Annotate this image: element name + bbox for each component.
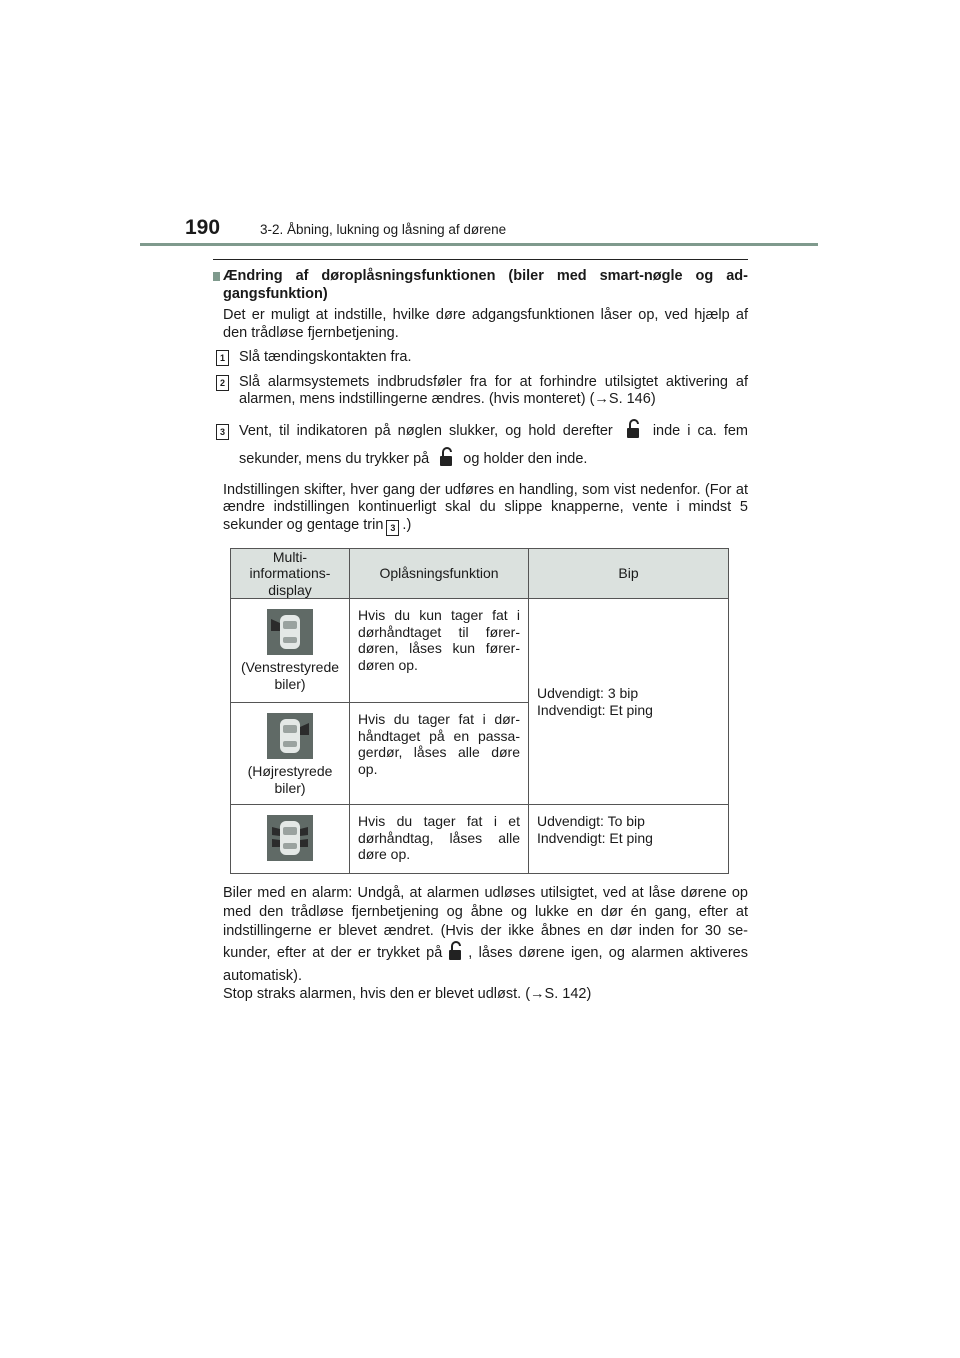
display-cell [231, 805, 350, 874]
car-driver-door-right-icon [267, 713, 313, 759]
page-number: 190 [185, 216, 221, 239]
alarm-note-text-end: , låses dørene igen, og alarmen aktiveres automatisk). [223, 945, 748, 984]
table-row [231, 599, 729, 703]
section-heading [213, 268, 748, 303]
alarm-note-text: Biler med en alarm: Undgå, at alarmen udløses utilsigtet, ved at låse dørene op med den trådløse fjernbetjening og åbne og lukke en dør én gang, efter at indstillingerne er blevet ændret. (Hvis der ikke åbnes en dør inden for 30 se- kunder, efter at der er trykket på [223, 885, 748, 961]
after-steps-text-end: .) [402, 516, 412, 533]
step-1 [213, 349, 748, 367]
table-row [231, 805, 729, 874]
after-steps-text: Indstillingen skifter, hver gang der udføres en handling, som vist nedenfor. (For at ændre indstillingen kontinuerligt skal du slippe knapperne, vente i mindst 5 sekunder og gentage trin [223, 481, 748, 533]
table-header: Oplåsningsfunktion [350, 548, 529, 599]
car-driver-door-left-icon [267, 609, 313, 655]
unlock-button-icon [448, 941, 462, 967]
after-steps-paragraph [213, 482, 748, 536]
function-cell: Hvis du tager fat i et dørhåndtag, låses alle døre op. [350, 805, 529, 874]
unlock-button-icon [626, 419, 640, 447]
step-number: 1 [216, 350, 229, 366]
step-2 [213, 374, 748, 409]
step-text: og holder den inde. [463, 450, 588, 467]
display-cell [231, 703, 350, 805]
beep-cell: Udvendigt: To bip Indvendigt: Et ping [529, 805, 729, 874]
step-text: Vent, til indikatoren på nøglen slukker, og hold derefter [239, 422, 613, 439]
section-heading-text: Ændring af døroplåsningsfunktionen (biler med smart-nøgle og ad- gangsfunktion) [223, 268, 748, 302]
table-header-row [231, 548, 729, 599]
section-rule [213, 259, 748, 260]
display-caption: (Venstrestyrede biler) [240, 659, 340, 692]
display-cell [231, 599, 350, 703]
alarm-stop-note: Stop straks alarmen, hvis den er blevet udløst. (→S. 142) [223, 986, 592, 1002]
display-caption: (Højrestyrede biler) [247, 763, 333, 796]
step-text: Slå tændingskontakten fra. [239, 349, 412, 365]
table-header: Multi-informations- display [231, 548, 350, 599]
alarm-note [213, 884, 748, 986]
step-number: 2 [216, 375, 229, 391]
table-header: Bip [529, 548, 729, 599]
heading-bullet [213, 272, 220, 281]
unlock-button-icon [439, 447, 453, 475]
step-number: 3 [216, 424, 229, 440]
step-3 [213, 419, 748, 475]
step-reference: 3 [386, 520, 399, 536]
function-cell: Hvis du tager fat i dør- håndtaget på en passa- gerdør, låses alle døre op. [350, 703, 529, 805]
beep-cell: Udvendigt: 3 bip Indvendigt: Et ping [529, 599, 729, 805]
header-rule [140, 243, 818, 246]
step-text: inde i ca. fem sekunder, mens du trykker på [239, 422, 749, 467]
content [213, 268, 748, 1004]
settings-table [230, 548, 729, 875]
car-all-doors-icon [267, 815, 313, 861]
chapter-title: 3-2. Åbning, lukning og låsning af dørene [260, 222, 507, 237]
function-cell: Hvis du kun tager fat i dørhåndtaget til fører- døren, låses kun fører- døren op. [350, 599, 529, 703]
step-text: Slå alarmsystemets indbrudsføler fra for at forhindre utilsigtet aktivering af alarmen, mens indstillingerne ændres. (hvis monteret) (→S. 146) [239, 373, 748, 407]
section-intro: Det er muligt at indstille, hvilke døre adgangsfunktionen låser op, ved hjælp af den trådløse fjernbetjening. [223, 307, 748, 341]
